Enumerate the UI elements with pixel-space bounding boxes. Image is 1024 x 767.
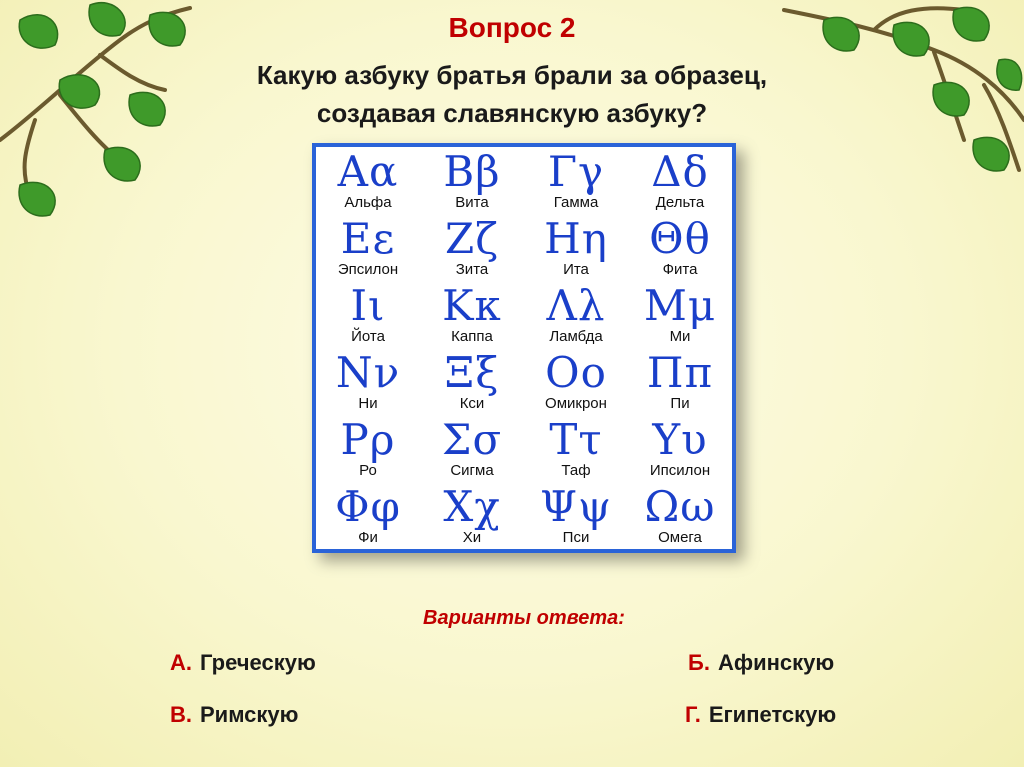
greek-letter-pair: Θθ — [649, 213, 711, 263]
option-text: Греческую — [200, 650, 316, 675]
alphabet-cell — [420, 348, 524, 415]
alphabet-cell — [524, 415, 628, 482]
greek-letter-name: Ита — [563, 260, 589, 278]
greek-letter-name: Омега — [658, 528, 702, 546]
greek-letter-name: Ро — [359, 461, 377, 479]
greek-letter-pair: Αα — [337, 146, 399, 196]
greek-letter-pair: Ζζ — [445, 213, 499, 263]
greek-letter-pair: Ρρ — [340, 414, 396, 464]
alphabet-cell — [628, 147, 732, 214]
answer-option-v[interactable] — [170, 702, 298, 728]
greek-letter-name: Ипсилон — [649, 461, 711, 479]
answer-option-g[interactable] — [685, 702, 836, 728]
greek-letter-name: Пи — [670, 394, 690, 412]
alphabet-cell — [316, 482, 420, 549]
greek-letter-name: Каппа — [451, 327, 493, 345]
greek-letter-pair: Ββ — [443, 146, 501, 196]
option-letter: Б. — [688, 650, 710, 675]
greek-letter-name: Кси — [459, 394, 485, 412]
greek-letter-pair: Σσ — [441, 414, 503, 464]
greek-letter-pair: Υυ — [652, 414, 708, 464]
greek-letter-name: Хи — [462, 528, 482, 546]
alphabet-cell — [628, 482, 732, 549]
alphabet-cell — [628, 348, 732, 415]
alphabet-cell — [316, 147, 420, 214]
alphabet-cell — [628, 281, 732, 348]
option-text: Афинскую — [717, 650, 835, 675]
greek-letter-pair: Νν — [335, 347, 401, 397]
greek-letter-name: Фита — [662, 260, 698, 278]
greek-letter-name: Фи — [358, 528, 378, 546]
greek-letter-pair: Ωω — [644, 481, 716, 531]
greek-letter-pair: Ηη — [544, 213, 608, 263]
alphabet-cell — [420, 415, 524, 482]
alphabet-cell — [420, 214, 524, 281]
alphabet-grid — [316, 147, 732, 549]
greek-letter-name: Пси — [562, 528, 590, 546]
greek-letter-pair: Εε — [340, 213, 396, 263]
option-letter: Г. — [685, 702, 701, 727]
greek-letter-name: Гамма — [553, 193, 599, 211]
alphabet-cell — [420, 281, 524, 348]
option-text: Египетскую — [708, 702, 837, 727]
alphabet-cell — [316, 415, 420, 482]
greek-letter-pair: Κκ — [442, 280, 502, 330]
greek-letter-pair: Μμ — [643, 280, 717, 330]
greek-letter-name: Сигма — [450, 461, 494, 479]
question-text — [0, 56, 1024, 132]
greek-letter-name: Ми — [669, 327, 691, 345]
alphabet-cell — [316, 281, 420, 348]
greek-letter-name: Дельта — [655, 193, 705, 211]
greek-letter-name: Эпсилон — [337, 260, 399, 278]
question-line-1: Какую азбуку братья брали за образец, — [256, 60, 768, 90]
greek-letter-name: Ни — [358, 394, 378, 412]
alphabet-cell — [316, 214, 420, 281]
greek-letter-name: Альфа — [344, 193, 392, 211]
greek-letter-pair: Ψψ — [540, 481, 612, 531]
greek-letter-name: Зита — [455, 260, 489, 278]
answer-option-b[interactable] — [688, 650, 834, 676]
greek-letter-pair: Ππ — [646, 347, 714, 397]
greek-letter-pair: Λλ — [546, 280, 606, 330]
greek-letter-name: Омикрон — [545, 394, 607, 412]
greek-letter-pair: Γγ — [547, 146, 605, 196]
alphabet-cell — [524, 214, 628, 281]
greek-letter-pair: Ττ — [549, 414, 603, 464]
greek-letter-name: Йота — [351, 327, 385, 345]
alphabet-cell — [316, 348, 420, 415]
greek-letter-pair: Οο — [545, 347, 607, 397]
alphabet-cell — [524, 281, 628, 348]
option-letter: А. — [170, 650, 192, 675]
greek-letter-pair: Ξξ — [444, 347, 500, 397]
option-text: Римскую — [200, 702, 299, 727]
alphabet-cell — [524, 482, 628, 549]
alphabet-cell — [628, 214, 732, 281]
answer-option-a[interactable] — [170, 650, 316, 676]
greek-letter-pair: Ιι — [350, 280, 386, 330]
question-line-2: создавая славянскую азбуку? — [316, 98, 708, 128]
alphabet-cell — [524, 147, 628, 214]
option-letter: В. — [170, 702, 192, 727]
greek-letter-pair: Χχ — [443, 481, 501, 531]
greek-alphabet-table — [312, 143, 736, 553]
greek-letter-pair: Δδ — [651, 146, 709, 196]
greek-letter-pair: Φφ — [335, 481, 401, 531]
greek-letter-name: Ламбда — [549, 327, 603, 345]
alphabet-cell — [420, 147, 524, 214]
slide-title: Вопрос 2 — [448, 12, 576, 43]
alphabet-cell — [420, 482, 524, 549]
greek-letter-name: Таф — [561, 461, 591, 479]
greek-letter-name: Вита — [455, 193, 489, 211]
alphabet-cell — [628, 415, 732, 482]
alphabet-cell — [524, 348, 628, 415]
answers-heading: Варианты ответа: — [423, 607, 625, 629]
